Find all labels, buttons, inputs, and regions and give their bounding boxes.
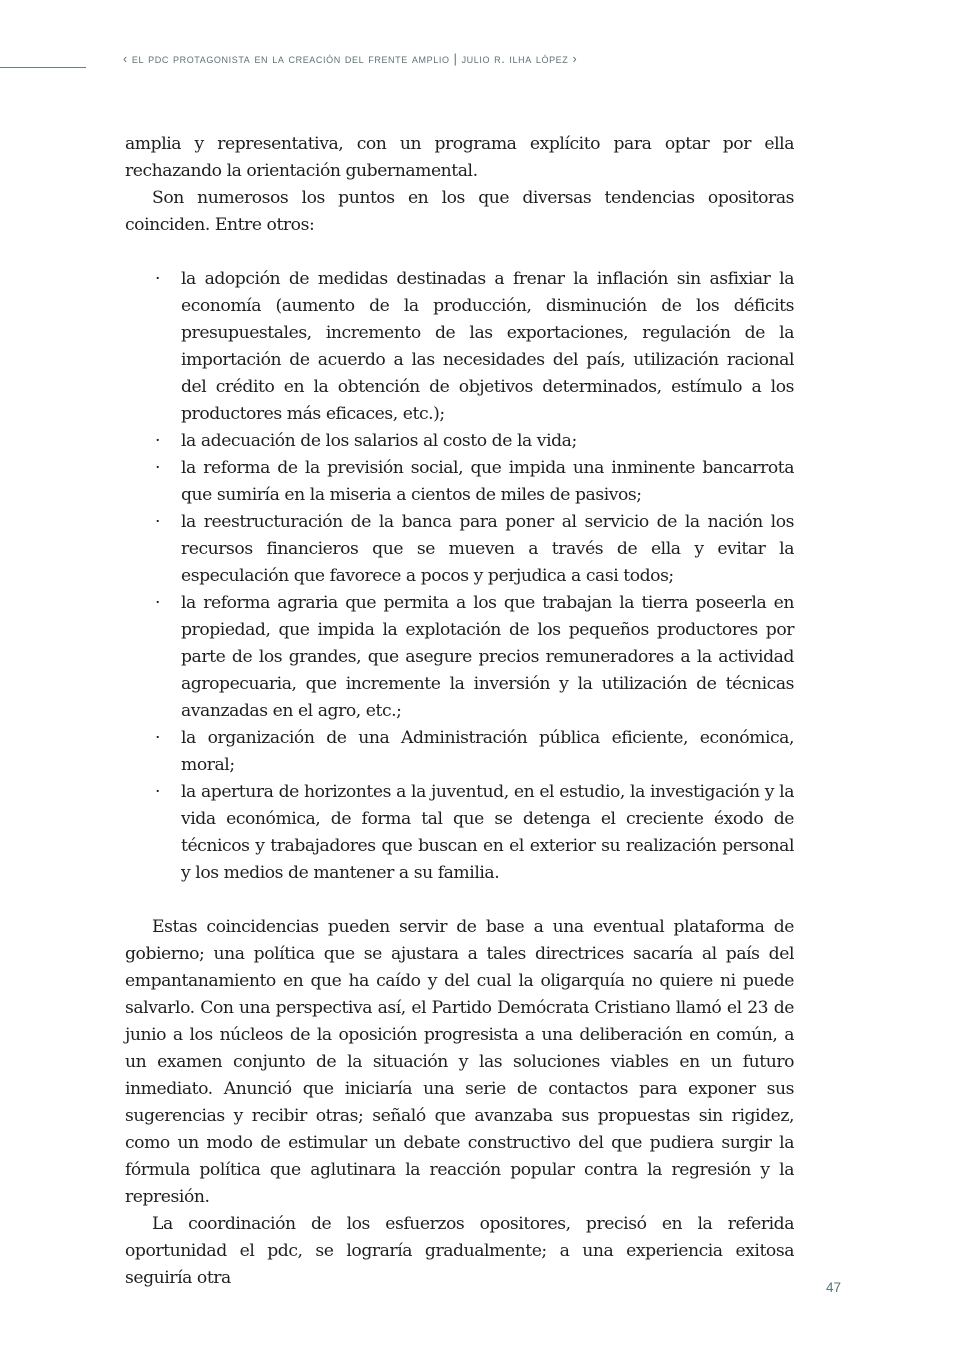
list-item (125, 725, 794, 779)
paragraph: La coordinación de los esfuerzos opositores, precisó en la referida oportunidad el pdc, se lograría gradualmente; a una experiencia exitosa seguiría otra (125, 1214, 794, 1288)
list-item-text: la organización de una Administración pública eficiente, económica, moral; (181, 728, 794, 775)
running-head (123, 52, 883, 66)
bullet-dot: · (155, 269, 161, 289)
running-head-separator: | (453, 52, 458, 66)
list-item-text: la adopción de medidas destinadas a frenar la inflación sin asfixiar la economía (aumento de la producción, disminución de los déficits presupuestales, incremento de las exportaciones, regulación de la importación de acuerdo a las necesidades del país, utilización racional del crédito en la obtención de objetivos determinados, estímulo a los productores más eficaces, etc.); (181, 269, 794, 424)
running-head-close-mark: › (572, 52, 578, 66)
bullet-dot: · (155, 782, 161, 802)
list-item (125, 590, 794, 725)
paragraph: Son numerosos los puntos en los que diversas tendencias opositoras coinciden. Entre otros: (125, 188, 794, 235)
paragraph: amplia y representativa, con un programa explícito para optar por ella rechazando la orientación gubernamental. (125, 134, 794, 181)
paragraph: Estas coincidencias pueden servir de base a una eventual plataforma de gobierno; una política que se ajustara a tales directrices sacaría al país del empantanamiento en que ha caído y del cual la oligarquía no quiere ni puede salvarlo. Con una perspectiva así, el Partido Demócrata Cristiano llamó el 23 de junio a los núcleos de la oposición progresista a una deliberación en común, a un examen conjunto de la situación y las soluciones viables en un futuro inmediato. Anunció que iniciaría una serie de contactos para exponer sus sugerencias y recibir otras; señaló que avanzaba sus propuestas sin rigidez, como un modo de estimular un debate constructivo del que pudiera surgir la fórmula política que aglutinara la reacción popular contra la regresión y la represión. (125, 917, 794, 1207)
running-head-author: julio r. ilha lópez (461, 52, 569, 66)
page-number: 47 (826, 1280, 842, 1295)
running-head-open-mark: ‹ (123, 52, 128, 66)
list-item-text: la reforma de la previsión social, que impida una inminente bancarrota que sumiría en la miseria a cientos de miles de pasivos; (181, 458, 794, 505)
list-item-text: la reestructuración de la banca para poner al servicio de la nación los recursos financieros que se mueven a través de ella y evitar la especulación que favorece a pocos y perjudica a casi todos; (181, 512, 794, 586)
list-item (125, 779, 794, 887)
bullet-list (125, 266, 794, 887)
list-item-text: la apertura de horizontes a la juventud, en el estudio, la investigación y la vida económica, de forma tal que se detenga el creciente éxodo de técnicos y trabajadores que buscan en el exterior su realización personal y los medios de mantener a su familia. (181, 782, 794, 883)
running-head-title: el pdc protagonista en la creación del frente amplio (131, 52, 450, 66)
list-item (125, 428, 794, 455)
body-text (125, 131, 794, 1292)
list-item (125, 509, 794, 590)
list-item (125, 455, 794, 509)
list-item (125, 266, 794, 428)
list-item-text: la reforma agraria que permita a los que trabajan la tierra poseerla en propiedad, que impida la explotación de los pequeños productores por parte de los grandes, que asegure precios remuneradores a la actividad agropecuaria, que incremente la inversión y la utilización de técnicas avanzadas en el agro, etc.; (181, 593, 794, 721)
bullet-dot: · (155, 512, 161, 532)
bullet-dot: · (155, 728, 161, 748)
bullet-dot: · (155, 458, 161, 478)
header-rule (0, 67, 86, 68)
list-item-text: la adecuación de los salarios al costo de la vida; (181, 431, 577, 451)
bullet-dot: · (155, 431, 161, 451)
bullet-dot: · (155, 593, 161, 613)
